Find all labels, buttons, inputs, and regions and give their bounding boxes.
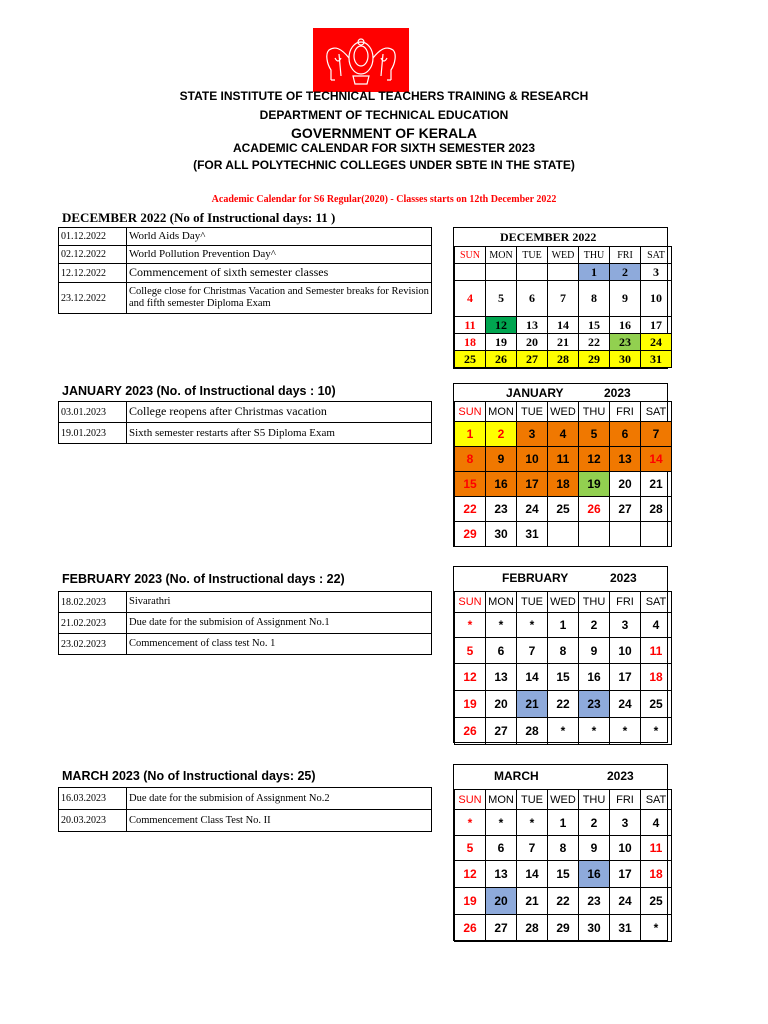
december-heading: DECEMBER 2022 (No of Instructional days: 11 ) — [62, 210, 336, 225]
day-cell — [548, 522, 579, 547]
day-cell: 7 — [641, 422, 672, 447]
week-row — [455, 472, 672, 497]
day-cell: 19 — [579, 472, 610, 497]
day-cell: 12 — [579, 447, 610, 472]
day-cell: 6 — [486, 836, 517, 861]
event-row — [59, 613, 432, 634]
day-cell: 13 — [486, 861, 517, 888]
day-cell: 1 — [548, 810, 579, 836]
week-row — [455, 613, 672, 638]
weekday-label: TUE — [517, 402, 548, 422]
event-date: 20.03.2023 — [59, 810, 127, 832]
weekday-label: FRI — [610, 592, 641, 613]
day-cell: 24 — [610, 691, 641, 718]
event-date: 03.01.2023 — [59, 402, 127, 423]
day-cell: 25 — [641, 691, 672, 718]
day-cell: 11 — [455, 317, 486, 334]
calendar-month-title: DECEMBER 2022 — [500, 230, 597, 244]
day-cell: 14 — [517, 664, 548, 691]
event-row — [59, 810, 432, 832]
day-cell: 29 — [548, 915, 579, 942]
event-row — [59, 634, 432, 655]
weekday-label: SUN — [455, 247, 486, 264]
day-cell: 15 — [548, 861, 579, 888]
february-calendar — [453, 566, 668, 743]
header-calendar-title: ACADEMIC CALENDAR FOR SIXTH SEMESTER 2023 — [232, 141, 536, 155]
event-text: World Pollution Prevention Day^ — [127, 246, 432, 264]
weekday-label: MON — [486, 790, 517, 810]
week-row — [455, 351, 672, 368]
day-cell: 19 — [486, 334, 517, 351]
day-cell: 26 — [579, 497, 610, 522]
weekday-label: SUN — [455, 592, 486, 613]
day-cell: 23 — [579, 691, 610, 718]
day-cell: 10 — [610, 638, 641, 664]
day-cell: 1 — [455, 422, 486, 447]
december-calendar — [453, 227, 668, 369]
weekday-row — [455, 247, 672, 264]
weekday-label: THU — [579, 247, 610, 264]
event-date: 16.03.2023 — [59, 788, 127, 810]
day-cell: 6 — [486, 638, 517, 664]
weekday-label: TUE — [517, 247, 548, 264]
day-cell: 26 — [455, 915, 486, 942]
day-cell: 26 — [486, 351, 517, 368]
week-row — [455, 915, 672, 942]
weekday-label: THU — [579, 790, 610, 810]
week-row — [455, 522, 672, 547]
week-row — [455, 664, 672, 691]
day-cell — [610, 522, 641, 547]
day-cell: 17 — [610, 664, 641, 691]
day-cell: * — [517, 810, 548, 836]
event-date: 12.12.2022 — [59, 264, 127, 283]
header-department: DEPARTMENT OF TECHNICAL EDUCATION — [259, 108, 509, 122]
weekday-row — [455, 592, 672, 613]
day-cell: 7 — [517, 836, 548, 861]
event-row — [59, 788, 432, 810]
day-cell: * — [548, 718, 579, 745]
elephant-emblem-icon — [313, 28, 409, 92]
event-row — [59, 246, 432, 264]
day-cell: 4 — [455, 281, 486, 317]
event-date: 18.02.2023 — [59, 592, 127, 613]
day-cell: 2 — [486, 422, 517, 447]
day-cell: 25 — [548, 497, 579, 522]
week-row — [455, 691, 672, 718]
day-cell: 2 — [579, 613, 610, 638]
day-cell: 9 — [579, 638, 610, 664]
week-row — [455, 422, 672, 447]
day-cell: 16 — [610, 317, 641, 334]
day-cell: 24 — [610, 888, 641, 915]
day-cell: 8 — [548, 638, 579, 664]
day-cell: 15 — [455, 472, 486, 497]
day-cell: 4 — [641, 810, 672, 836]
day-cell: * — [517, 613, 548, 638]
calendar-note: Academic Calendar for S6 Regular(2020) - Classes starts on 12th December 2022 — [211, 194, 557, 205]
day-cell: 23 — [610, 334, 641, 351]
day-cell: 19 — [455, 691, 486, 718]
event-text: Commencement of class test No. 1 — [127, 634, 432, 655]
header-subtitle: (FOR ALL POLYTECHNIC COLLEGES UNDER SBTE IN THE STATE) — [193, 158, 575, 172]
day-cell: 2 — [610, 264, 641, 281]
header-government: GOVERNMENT OF KERALA — [291, 125, 477, 141]
week-row — [455, 836, 672, 861]
day-cell: 16 — [486, 472, 517, 497]
week-row — [455, 861, 672, 888]
day-cell: 8 — [579, 281, 610, 317]
weekday-label: TUE — [517, 592, 548, 613]
day-cell: 13 — [486, 664, 517, 691]
week-row — [455, 497, 672, 522]
event-row — [59, 423, 432, 444]
weekday-label: SUN — [455, 402, 486, 422]
day-cell: 16 — [579, 861, 610, 888]
week-row — [455, 810, 672, 836]
weekday-label: TUE — [517, 790, 548, 810]
day-cell: 22 — [548, 691, 579, 718]
day-cell: 5 — [486, 281, 517, 317]
day-cell: 3 — [641, 264, 672, 281]
week-row — [455, 718, 672, 745]
day-cell: 31 — [641, 351, 672, 368]
day-cell: 6 — [517, 281, 548, 317]
february-events-table — [58, 591, 432, 655]
day-cell: 21 — [641, 472, 672, 497]
weekday-label: SAT — [641, 592, 672, 613]
day-cell: 21 — [517, 888, 548, 915]
day-cell: 14 — [517, 861, 548, 888]
weekday-label: SAT — [641, 402, 672, 422]
day-cell: 18 — [548, 472, 579, 497]
day-cell: 27 — [517, 351, 548, 368]
event-text: Sivarathri — [127, 592, 432, 613]
day-cell — [579, 522, 610, 547]
day-cell: 12 — [455, 664, 486, 691]
december-events-table — [58, 227, 432, 314]
january-calendar — [453, 383, 668, 547]
day-cell: 28 — [548, 351, 579, 368]
day-cell: 21 — [517, 691, 548, 718]
day-cell: 30 — [610, 351, 641, 368]
day-cell: 28 — [641, 497, 672, 522]
day-cell: 27 — [486, 718, 517, 745]
march-events-table — [58, 787, 432, 832]
day-cell: 23 — [579, 888, 610, 915]
weekday-label: FRI — [610, 402, 641, 422]
day-cell: 9 — [579, 836, 610, 861]
day-cell: 11 — [548, 447, 579, 472]
day-cell: 31 — [517, 522, 548, 547]
day-cell: 10 — [641, 281, 672, 317]
event-text: College close for Christmas Vacation and Semester breaks for Revision and fifth semester Diploma Exam — [127, 283, 432, 314]
week-row — [455, 264, 672, 281]
weekday-label: THU — [579, 402, 610, 422]
event-row — [59, 283, 432, 314]
day-cell: 30 — [579, 915, 610, 942]
day-cell: * — [579, 718, 610, 745]
day-cell: 8 — [548, 836, 579, 861]
day-cell: 3 — [610, 613, 641, 638]
day-cell: 6 — [610, 422, 641, 447]
event-text: Commencement Class Test No. II — [127, 810, 432, 832]
day-cell: 24 — [641, 334, 672, 351]
day-cell: 22 — [455, 497, 486, 522]
day-cell: 8 — [455, 447, 486, 472]
day-cell: 20 — [610, 472, 641, 497]
january-heading: JANUARY 2023 (No. of Instructional days : 10) — [62, 384, 336, 398]
day-cell: 10 — [610, 836, 641, 861]
calendar-month-title: MARCH — [494, 769, 539, 783]
weekday-label: SUN — [455, 790, 486, 810]
event-date: 01.12.2022 — [59, 228, 127, 246]
day-cell: 15 — [579, 317, 610, 334]
day-cell: 3 — [610, 810, 641, 836]
day-cell: 12 — [455, 861, 486, 888]
day-cell: 30 — [486, 522, 517, 547]
weekday-label: FRI — [610, 790, 641, 810]
day-cell — [641, 522, 672, 547]
day-cell: 31 — [610, 915, 641, 942]
calendar-year: 2023 — [607, 769, 634, 783]
day-cell: 13 — [517, 317, 548, 334]
day-cell: 2 — [579, 810, 610, 836]
day-cell: 22 — [548, 888, 579, 915]
event-text: Sixth semester restarts after S5 Diploma Exam — [127, 423, 432, 444]
day-cell: 10 — [517, 447, 548, 472]
day-cell: 4 — [641, 613, 672, 638]
event-row — [59, 402, 432, 423]
day-cell: 19 — [455, 888, 486, 915]
event-date: 23.02.2023 — [59, 634, 127, 655]
day-cell: * — [455, 810, 486, 836]
day-cell: 20 — [517, 334, 548, 351]
day-cell: * — [641, 718, 672, 745]
calendar-year: 2023 — [610, 571, 637, 585]
event-date: 23.12.2022 — [59, 283, 127, 314]
day-cell: * — [641, 915, 672, 942]
day-cell: 28 — [517, 718, 548, 745]
march-heading: MARCH 2023 (No of Instructional days: 25) — [62, 769, 316, 783]
day-cell: 11 — [641, 638, 672, 664]
day-cell: 17 — [610, 861, 641, 888]
day-cell: * — [486, 613, 517, 638]
weekday-label: MON — [486, 592, 517, 613]
day-cell: * — [455, 613, 486, 638]
day-cell: 23 — [486, 497, 517, 522]
header-institute: STATE INSTITUTE OF TECHNICAL TEACHERS TRAINING & RESEARCH — [179, 89, 589, 103]
day-cell: 4 — [548, 422, 579, 447]
day-cell — [486, 264, 517, 281]
weekday-label: MON — [486, 247, 517, 264]
event-date: 02.12.2022 — [59, 246, 127, 264]
event-row — [59, 264, 432, 283]
event-date: 19.01.2023 — [59, 423, 127, 444]
weekday-label: WED — [548, 790, 579, 810]
day-cell: 29 — [455, 522, 486, 547]
day-cell: 29 — [579, 351, 610, 368]
day-cell: 17 — [517, 472, 548, 497]
week-row — [455, 888, 672, 915]
calendar-month-title: FEBRUARY — [502, 571, 569, 585]
day-cell: 11 — [641, 836, 672, 861]
week-row — [455, 334, 672, 351]
day-cell: 25 — [455, 351, 486, 368]
weekday-label: SAT — [641, 247, 672, 264]
day-cell: * — [486, 810, 517, 836]
week-row — [455, 317, 672, 334]
day-cell: 26 — [455, 718, 486, 745]
january-events-table — [58, 401, 432, 444]
weekday-label: THU — [579, 592, 610, 613]
march-calendar — [453, 764, 668, 941]
day-cell: 1 — [548, 613, 579, 638]
day-cell: 18 — [455, 334, 486, 351]
day-cell: 18 — [641, 861, 672, 888]
weekday-label: WED — [548, 247, 579, 264]
day-cell: 17 — [641, 317, 672, 334]
day-cell: 16 — [579, 664, 610, 691]
week-row — [455, 638, 672, 664]
day-cell: 24 — [517, 497, 548, 522]
day-cell: 3 — [517, 422, 548, 447]
day-cell: 20 — [486, 691, 517, 718]
event-text: College reopens after Christmas vacation — [127, 402, 432, 423]
day-cell — [548, 264, 579, 281]
day-cell: 7 — [548, 281, 579, 317]
week-row — [455, 281, 672, 317]
event-row — [59, 592, 432, 613]
day-cell: 21 — [548, 334, 579, 351]
day-cell: * — [610, 718, 641, 745]
day-cell: 27 — [486, 915, 517, 942]
calendar-year: 2023 — [604, 386, 631, 400]
day-cell: 20 — [486, 888, 517, 915]
day-cell: 15 — [548, 664, 579, 691]
event-text: Due date for the submision of Assignment No.2 — [127, 788, 432, 810]
day-cell: 18 — [641, 664, 672, 691]
day-cell: 7 — [517, 638, 548, 664]
event-text: Commencement of sixth semester classes — [127, 264, 432, 283]
event-text: Due date for the submision of Assignment No.1 — [127, 613, 432, 634]
event-text: World Aids Day^ — [127, 228, 432, 246]
weekday-label: FRI — [610, 247, 641, 264]
weekday-label: SAT — [641, 790, 672, 810]
day-cell: 9 — [486, 447, 517, 472]
day-cell: 12 — [486, 317, 517, 334]
day-cell: 28 — [517, 915, 548, 942]
day-cell: 14 — [548, 317, 579, 334]
day-cell: 25 — [641, 888, 672, 915]
day-cell: 5 — [455, 836, 486, 861]
day-cell: 14 — [641, 447, 672, 472]
day-cell: 9 — [610, 281, 641, 317]
kerala-emblem — [313, 28, 409, 92]
february-heading: FEBRUARY 2023 (No. of Instructional days : 22) — [62, 572, 345, 586]
week-row — [455, 447, 672, 472]
day-cell — [455, 264, 486, 281]
weekday-row — [455, 402, 672, 422]
day-cell: 13 — [610, 447, 641, 472]
day-cell — [517, 264, 548, 281]
day-cell: 1 — [579, 264, 610, 281]
weekday-label: WED — [548, 402, 579, 422]
calendar-month-title: JANUARY — [506, 386, 564, 400]
event-row — [59, 228, 432, 246]
weekday-label: MON — [486, 402, 517, 422]
day-cell: 27 — [610, 497, 641, 522]
day-cell: 22 — [579, 334, 610, 351]
weekday-row — [455, 790, 672, 810]
day-cell: 5 — [455, 638, 486, 664]
day-cell: 5 — [579, 422, 610, 447]
weekday-label: WED — [548, 592, 579, 613]
event-date: 21.02.2023 — [59, 613, 127, 634]
